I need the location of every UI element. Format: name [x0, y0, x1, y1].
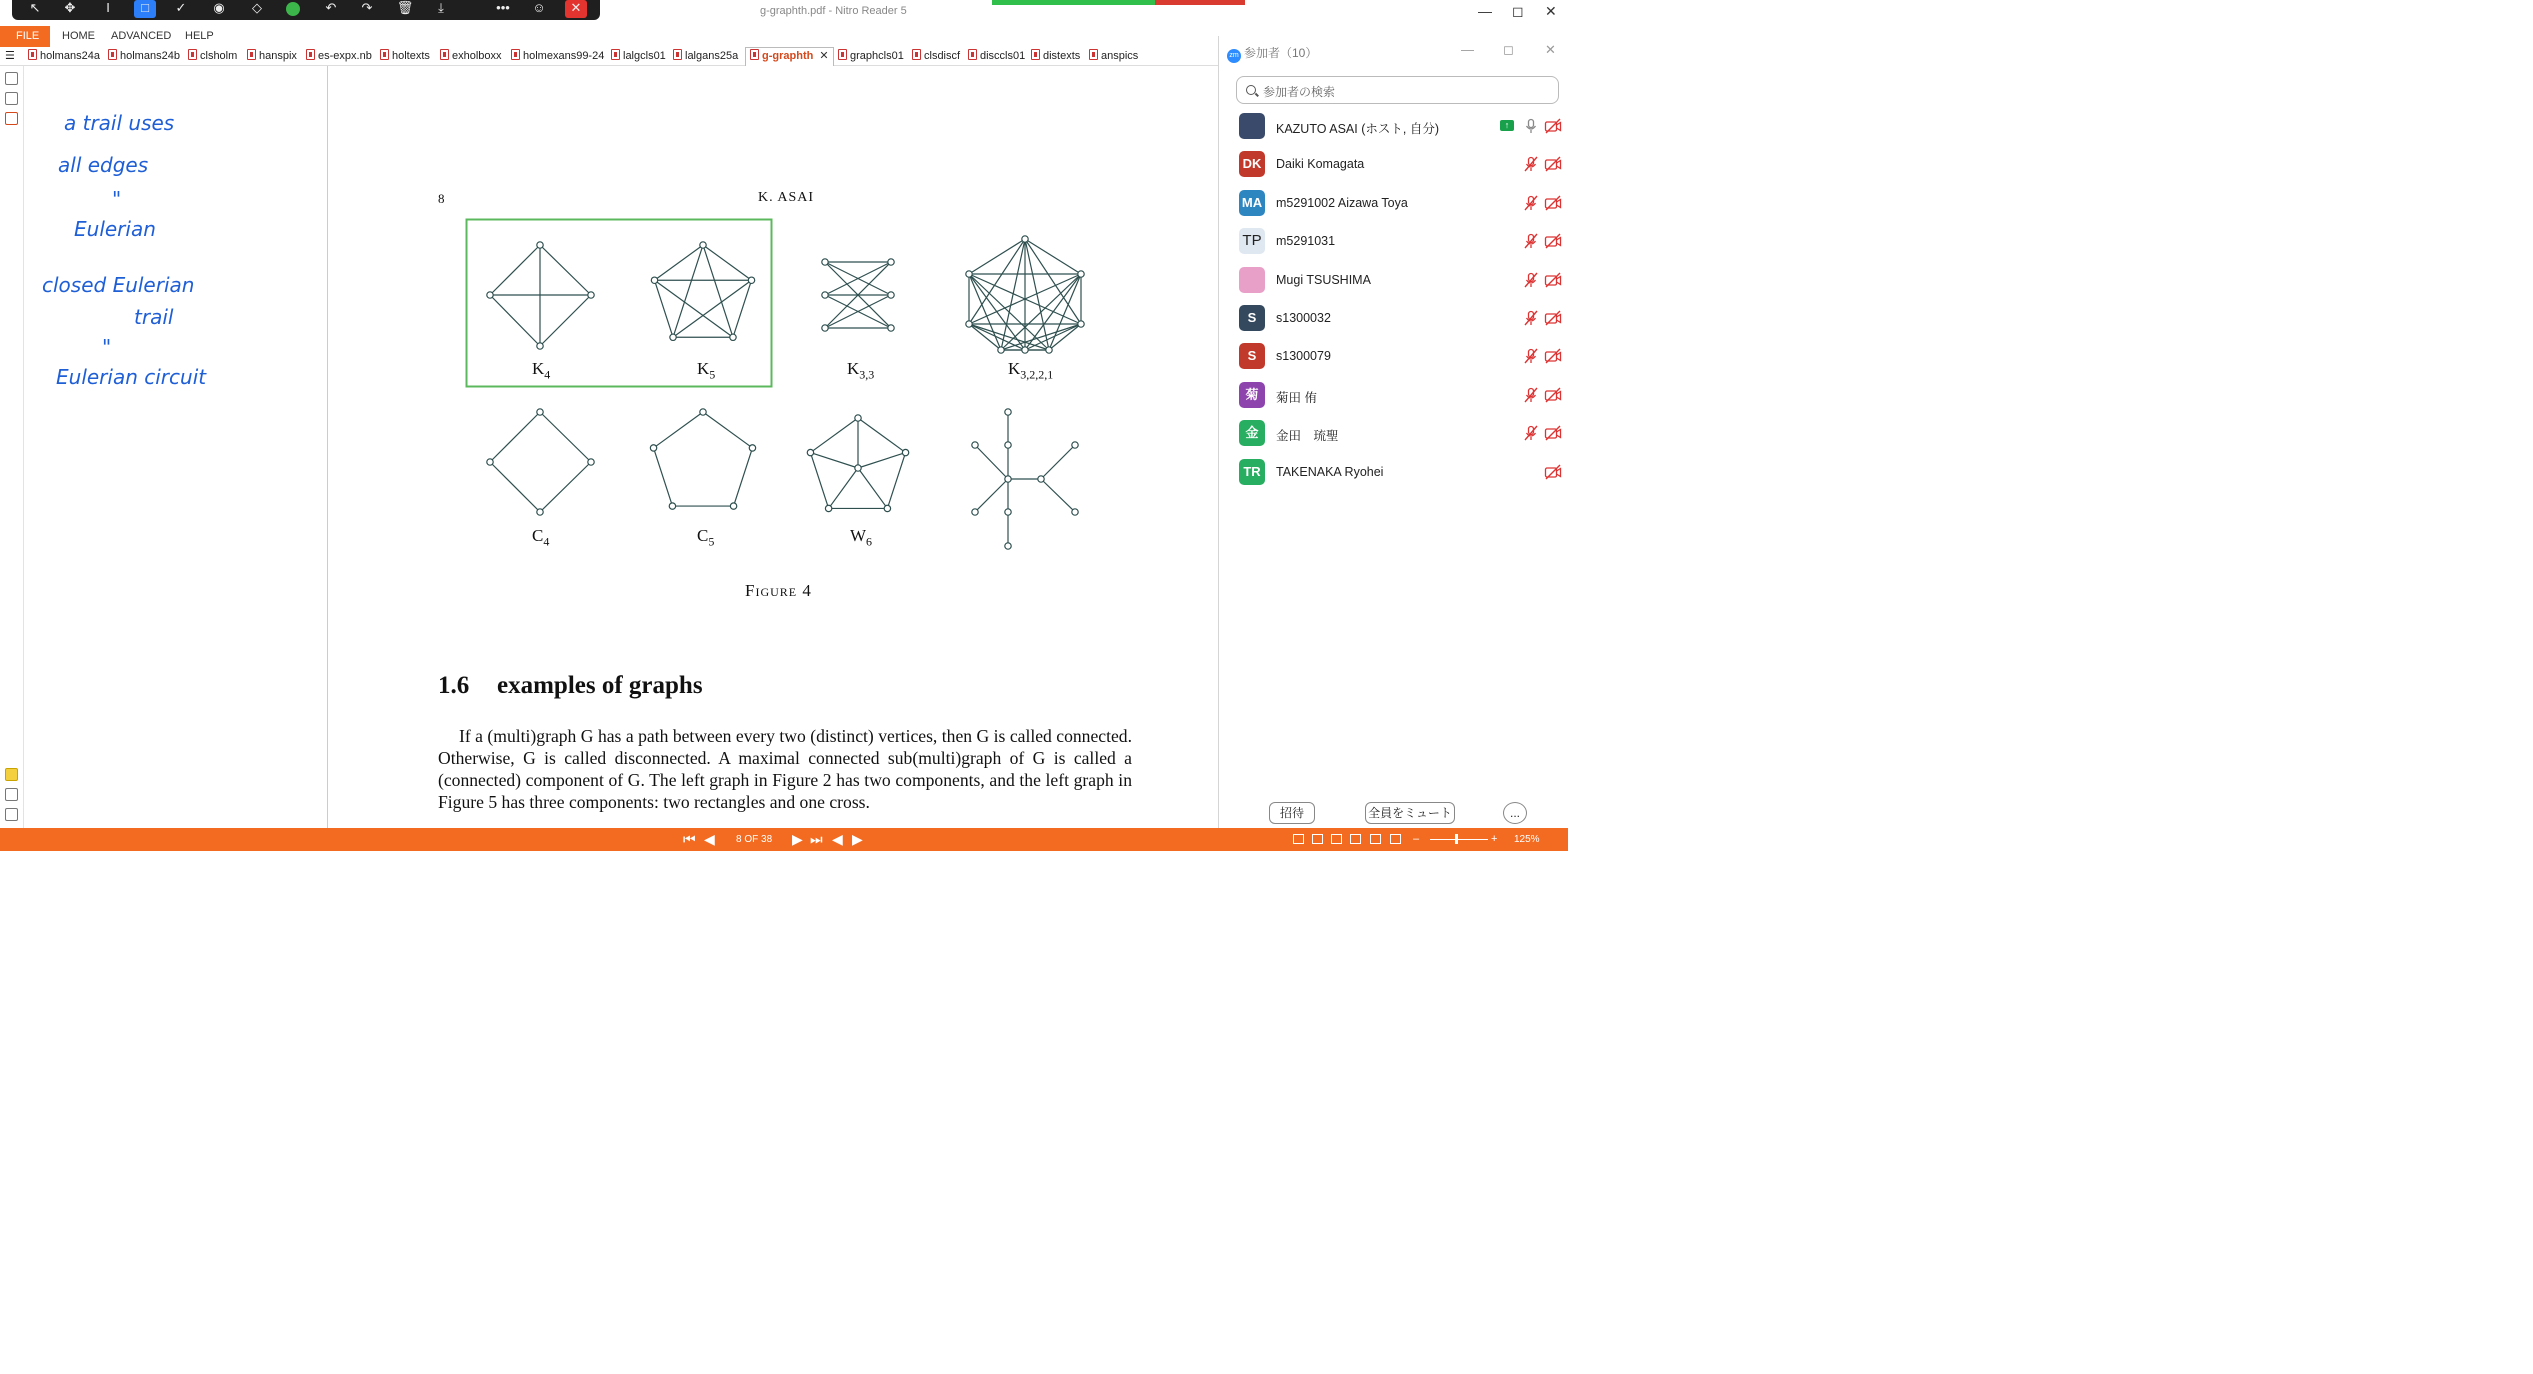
ribbon — [0, 26, 1218, 47]
graph-vertex — [855, 465, 861, 471]
participant-name: KAZUTO ASAI (ホスト, 自分) — [1276, 122, 1439, 136]
graph-vertex — [537, 409, 543, 415]
graph-edge — [810, 418, 858, 453]
pdf-file-icon — [108, 49, 117, 60]
document-viewport[interactable] — [329, 66, 1218, 828]
first-page-icon[interactable]: ⏮ — [683, 831, 696, 847]
graph-edge — [654, 280, 673, 337]
graph-vertex — [855, 415, 861, 421]
document-tab-strip — [0, 47, 1218, 66]
page-indicator[interactable]: 8 OF 38 — [736, 834, 773, 845]
graph-vertex — [537, 509, 543, 515]
pdf-file-icon — [1089, 49, 1098, 60]
zoom-out-icon[interactable]: – — [1413, 833, 1420, 845]
graph-edge — [1041, 479, 1075, 512]
graph-vertex — [650, 445, 656, 451]
graph-vertex — [822, 259, 828, 265]
avatar: MA — [1239, 190, 1265, 216]
graph-vertex — [588, 459, 594, 465]
graph-edge — [1041, 445, 1075, 479]
participant-row[interactable] — [1219, 300, 1568, 338]
paragraph-text: If a (multi)graph G has a path between every two (distinct) vertices, then G is called connected. Otherwise, G is called disconnected. A maximal connected sub(multi)graph of G is called a (connected) component of G. The left graph in Figure 2 has two components, and the left graph in Figure 5 has three components: two rectangles and one cross. — [438, 726, 1132, 812]
search-icon — [1246, 85, 1256, 95]
graph-vertex — [748, 277, 754, 283]
graph-vertex — [588, 292, 594, 298]
close-icon[interactable]: ✕ — [565, 0, 587, 18]
document-tab-label: hanspix — [259, 50, 297, 62]
graph-edge — [1025, 239, 1081, 274]
graph-edge — [969, 239, 1025, 274]
graph-vertex — [669, 503, 675, 509]
eraser-icon[interactable]: ◇ — [252, 0, 262, 15]
last-page-icon[interactable]: ⏭ — [810, 831, 823, 847]
close-window-icon[interactable]: ✕ — [1545, 3, 1557, 19]
video-off-icon[interactable] — [1544, 425, 1562, 441]
avatar: S — [1239, 305, 1265, 331]
pdf-file-icon — [750, 49, 759, 60]
participant-row[interactable] — [1219, 415, 1568, 453]
mute-all-button[interactable]: 全員をミュート — [1365, 802, 1455, 824]
window-title: g-graphth.pdf - Nitro Reader 5 — [760, 5, 907, 17]
graph-edge — [887, 453, 905, 509]
document-tab-label: graphcls01 — [850, 50, 904, 62]
microphone-muted-icon[interactable] — [1523, 310, 1539, 326]
more-options-button[interactable]: ... — [1503, 802, 1527, 824]
note-line-8: Eulerian circuit — [56, 365, 207, 389]
figure-caption: Figure 4 — [745, 581, 812, 600]
participants-panel — [1218, 36, 1568, 836]
graph-label-k5: $K_5$ — [697, 359, 716, 382]
forward-view-icon[interactable]: ▶ — [852, 831, 863, 847]
graph-edge — [858, 468, 887, 508]
graph-vertex — [966, 271, 972, 277]
graph-vertex — [966, 321, 972, 327]
graph-edge — [703, 412, 752, 448]
graph-vertex — [1005, 509, 1011, 515]
video-off-icon[interactable] — [1544, 464, 1562, 480]
body-paragraph — [438, 725, 1132, 813]
graph-edge — [858, 453, 906, 468]
graph-edge — [673, 245, 703, 337]
video-off-icon[interactable] — [1544, 272, 1562, 288]
avatar: S — [1239, 343, 1265, 369]
graph-vertex — [651, 277, 657, 283]
document-tab-label: distexts — [1043, 50, 1081, 62]
participant-name: 金田 琉聖 — [1276, 429, 1339, 444]
document-tab[interactable] — [440, 49, 502, 65]
microphone-muted-icon[interactable] — [1523, 195, 1539, 211]
video-off-icon[interactable] — [1544, 118, 1562, 134]
running-head: K. ASAI — [758, 190, 815, 205]
document-tab[interactable] — [380, 49, 430, 65]
participant-name: s1300032 — [1276, 311, 1331, 325]
graph-edge — [540, 245, 591, 295]
graph-label-c5: $C_5$ — [697, 526, 715, 549]
graph-vertex — [807, 449, 813, 455]
participant-row[interactable] — [1219, 454, 1568, 492]
document-tab[interactable] — [912, 49, 960, 65]
document-tab-label: lalgans25a — [685, 50, 739, 62]
document-tab-label: anspics — [1101, 50, 1139, 62]
graph-edge — [703, 245, 752, 280]
microphone-icon[interactable] — [1523, 118, 1539, 134]
document-tab[interactable] — [108, 49, 180, 65]
pdf-file-icon — [188, 49, 197, 60]
graph-vertex — [1072, 442, 1078, 448]
graph-vertex — [822, 325, 828, 331]
graph-edge — [490, 462, 540, 512]
avatar: 金 — [1239, 420, 1265, 446]
graph-vertex — [1022, 347, 1028, 353]
graph-edge — [734, 448, 753, 506]
trash-icon[interactable]: 🗑 — [396, 0, 414, 15]
participant-search-input[interactable] — [1236, 76, 1559, 104]
graph-vertex — [1005, 476, 1011, 482]
section-title: examples of graphs — [497, 672, 703, 699]
graph-vertex — [730, 334, 736, 340]
pdf-file-icon — [380, 49, 389, 60]
document-tab-label: lalgcls01 — [623, 50, 666, 62]
microphone-muted-icon[interactable] — [1523, 156, 1539, 172]
rectangle-select-icon[interactable]: □ — [134, 0, 156, 18]
pdf-file-icon — [912, 49, 921, 60]
pdf-file-icon — [968, 49, 977, 60]
document-tab-label: holmans24a — [40, 50, 100, 62]
document-tab[interactable] — [838, 49, 904, 65]
graph-edge — [490, 245, 540, 295]
graph-edge — [490, 412, 540, 462]
document-tab-label: clsdiscf — [924, 50, 961, 62]
avatar: 菊 — [1239, 382, 1265, 408]
document-tab-label: holmans24b — [120, 50, 180, 62]
screen-share-icon: ↑ — [1500, 120, 1514, 131]
facing-continuous-view-icon[interactable] — [1350, 834, 1361, 844]
pan-icon[interactable]: ✥ — [64, 0, 76, 15]
document-tab[interactable] — [968, 49, 1025, 65]
pdf-file-icon — [247, 49, 256, 60]
ink-text — [42, 111, 207, 389]
search-placeholder: 参加者の検索 — [1263, 85, 1336, 99]
graph-edge — [810, 453, 828, 509]
participant-name: s1300079 — [1276, 349, 1331, 364]
note-line-6: trail — [134, 305, 174, 329]
avatar: TP — [1239, 228, 1265, 254]
video-off-icon[interactable] — [1544, 387, 1562, 403]
graph-edge — [810, 453, 858, 468]
figure-4-graphs — [329, 66, 1218, 566]
pdf-file-icon — [511, 49, 520, 60]
close-tab-icon[interactable]: ✕ — [819, 50, 829, 62]
graph-vertex — [700, 242, 706, 248]
graph-edge — [969, 274, 1049, 350]
comments-panel-icon[interactable] — [5, 768, 18, 781]
panel-minimize-icon[interactable]: — — [1461, 42, 1474, 57]
pdf-file-icon — [440, 49, 449, 60]
document-tab[interactable] — [188, 49, 237, 65]
video-off-icon[interactable] — [1544, 348, 1562, 364]
zoom-in-icon[interactable]: + — [1491, 833, 1498, 845]
attachments-panel-icon[interactable] — [5, 112, 18, 125]
avatar: TR — [1239, 459, 1265, 485]
participant-name: 菊田 侑 — [1276, 390, 1317, 405]
share-status-bar-green — [992, 0, 1155, 5]
document-tab[interactable] — [247, 49, 297, 65]
participant-name: Daiki Komagata — [1276, 157, 1365, 172]
stamp-icon[interactable]: ◉ — [213, 0, 225, 15]
people-icon[interactable]: ☺ — [532, 0, 546, 15]
continuous-view-icon[interactable] — [1312, 834, 1323, 844]
invite-button[interactable]: 招待 — [1269, 802, 1315, 824]
pdf-file-icon — [28, 49, 37, 60]
graph-label-c4: $C_4$ — [532, 526, 550, 549]
pages-panel-icon[interactable] — [5, 72, 18, 85]
graph-vertex — [749, 445, 755, 451]
document-tab[interactable] — [306, 49, 372, 65]
section-number: 1.6 — [438, 672, 470, 699]
pointer-icon[interactable]: ↖ — [29, 0, 41, 15]
next-page-icon[interactable]: ▶ — [792, 831, 803, 847]
pdf-page — [329, 66, 1218, 828]
note-line-5: closed Eulerian — [42, 273, 195, 297]
minimize-icon[interactable]: — — [1478, 3, 1492, 19]
pdf-file-icon — [306, 49, 315, 60]
zoom-logo-icon: zm — [1227, 49, 1241, 63]
tab-help[interactable]: HELP — [185, 30, 214, 42]
tab-advanced[interactable]: ADVANCED — [111, 30, 172, 42]
document-tab-label: holmexans99-24 — [523, 50, 605, 62]
screen — [0, 0, 1568, 851]
participant-row[interactable] — [1219, 377, 1568, 415]
graph-vertex — [537, 242, 543, 248]
share-status-bar-red — [1155, 0, 1245, 5]
participant-row[interactable] — [1219, 338, 1568, 376]
document-tab[interactable] — [611, 49, 666, 65]
graph-vertex — [1005, 543, 1011, 549]
avatar — [1239, 113, 1265, 139]
participant-row[interactable] — [1219, 108, 1568, 146]
microphone-muted-icon[interactable] — [1523, 233, 1539, 249]
back-view-icon[interactable]: ◀ — [832, 831, 843, 847]
participant-row[interactable] — [1219, 185, 1568, 223]
maximize-icon[interactable]: ◻ — [1512, 3, 1524, 19]
fit-width-icon[interactable] — [1370, 834, 1381, 844]
undo-icon[interactable]: ↶ — [325, 0, 337, 15]
video-off-icon[interactable] — [1544, 195, 1562, 211]
graph-vertex — [1038, 476, 1044, 482]
graph-label-k4: $K_4$ — [532, 359, 551, 382]
microphone-muted-icon[interactable] — [1523, 387, 1539, 403]
layers-panel-icon[interactable] — [5, 808, 18, 821]
download-icon[interactable]: ⤓ — [438, 0, 444, 15]
graph-edge — [858, 418, 906, 453]
note-line-4: Eulerian — [74, 217, 156, 241]
panel-close-icon[interactable]: ✕ — [1545, 42, 1556, 57]
participant-name: Mugi TSUSHIMA — [1276, 272, 1371, 287]
tab-home[interactable]: HOME — [62, 30, 95, 42]
graph-vertex — [487, 292, 493, 298]
note-line-1: a trail uses — [64, 111, 175, 135]
pdf-file-icon — [611, 49, 620, 60]
page-number: 8 — [438, 191, 445, 206]
zoom-slider-knob[interactable] — [1455, 834, 1458, 844]
video-off-icon[interactable] — [1544, 310, 1562, 326]
document-tab-label: g-graphth — [762, 50, 814, 62]
document-tab[interactable] — [511, 49, 604, 65]
graph-vertex — [972, 442, 978, 448]
avatar — [1239, 267, 1265, 293]
status-bar — [0, 828, 1568, 851]
graph-vertex — [1005, 409, 1011, 415]
pdf-file-icon — [838, 49, 847, 60]
microphone-muted-icon[interactable] — [1523, 425, 1539, 441]
participant-row[interactable] — [1219, 146, 1568, 184]
single-page-view-icon[interactable] — [1293, 834, 1304, 844]
participant-name: m5291002 Aizawa Toya — [1276, 195, 1408, 210]
graph-vertex — [1072, 509, 1078, 515]
graph-edge — [490, 295, 540, 346]
signatures-panel-icon[interactable] — [5, 788, 18, 801]
graph-vertex — [888, 325, 894, 331]
avatar: DK — [1239, 151, 1265, 177]
check-icon[interactable]: ✓ — [175, 0, 187, 15]
graph-edge — [829, 468, 858, 508]
annotation-toolbar — [12, 0, 600, 20]
selection-rectangle[interactable] — [467, 220, 772, 387]
graph-edge — [673, 280, 751, 337]
microphone-muted-icon[interactable] — [1523, 348, 1539, 364]
graph-edge — [703, 245, 733, 337]
graph-vertex — [822, 292, 828, 298]
note-line-7: " — [102, 335, 112, 359]
pdf-file-icon — [673, 49, 682, 60]
panel-popout-icon[interactable]: ◻ — [1503, 42, 1514, 57]
video-off-icon[interactable] — [1544, 156, 1562, 172]
graph-vertex — [884, 505, 890, 511]
graph-vertex — [888, 259, 894, 265]
graph-vertex — [670, 334, 676, 340]
participants-title: zm 参加者（10） — [1227, 44, 1317, 63]
document-tab[interactable] — [28, 49, 100, 65]
text-cursor-icon[interactable]: I — [106, 0, 110, 15]
tab-list-icon[interactable]: ☰ — [5, 50, 15, 62]
graph-edge — [975, 479, 1008, 512]
graph-vertex — [1078, 271, 1084, 277]
redo-icon[interactable]: ↷ — [361, 0, 373, 15]
color-dot-icon[interactable] — [282, 0, 304, 18]
fit-page-icon[interactable] — [1390, 834, 1401, 844]
graph-vertex — [487, 459, 493, 465]
notes-panel — [24, 66, 328, 828]
graph-edge — [540, 295, 591, 346]
graph-label-k33: $K_{3,3}$ — [847, 359, 875, 382]
left-toolbar — [0, 66, 24, 828]
graph-vertex — [902, 449, 908, 455]
participant-name: TAKENAKA Ryohei — [1276, 464, 1384, 479]
graph-edge — [540, 462, 591, 512]
video-off-icon[interactable] — [1544, 233, 1562, 249]
zoom-slider[interactable] — [1430, 839, 1488, 840]
file-menu[interactable]: FILE — [0, 26, 50, 47]
graph-vertex — [700, 409, 706, 415]
graph-vertex — [888, 292, 894, 298]
note-line-3: " — [112, 187, 122, 211]
document-tab[interactable] — [1031, 49, 1080, 65]
graph-vertex — [1005, 442, 1011, 448]
prev-page-icon[interactable]: ◀ — [704, 831, 715, 847]
zoom-level[interactable]: 125% — [1514, 834, 1540, 845]
participant-row[interactable] — [1219, 223, 1568, 261]
graph-edge — [654, 412, 703, 448]
participant-row[interactable] — [1219, 262, 1568, 300]
graph-label-w6: $W_6$ — [850, 526, 873, 549]
graph-edge — [654, 448, 673, 506]
graph-label-k3221: $K_{3,2,2,1}$ — [1008, 359, 1054, 382]
microphone-muted-icon[interactable] — [1523, 272, 1539, 288]
graph-vertex — [537, 343, 543, 349]
graph-edge — [733, 280, 752, 337]
graph-edge — [540, 412, 591, 462]
participant-name: m5291031 — [1276, 234, 1336, 249]
document-tab-label: holtexts — [392, 50, 430, 62]
graph-vertex — [1078, 321, 1084, 327]
more-icon[interactable]: ••• — [496, 0, 510, 15]
document-tab[interactable] — [673, 49, 738, 65]
document-tab-label: disccls01 — [980, 50, 1026, 62]
graph-edge — [654, 280, 732, 337]
document-tab-label: es-expx.nb — [318, 50, 372, 62]
document-tab[interactable] — [1089, 49, 1138, 65]
document-tab-label: clsholm — [200, 50, 238, 62]
graph-edge — [975, 445, 1008, 479]
pdf-file-icon — [1031, 49, 1040, 60]
bookmarks-panel-icon[interactable] — [5, 92, 18, 105]
document-tab[interactable] — [745, 47, 834, 66]
graph-vertex — [998, 347, 1004, 353]
graph-vertex — [972, 509, 978, 515]
graph-vertex — [1022, 236, 1028, 242]
graph-edge — [654, 245, 703, 280]
facing-view-icon[interactable] — [1331, 834, 1342, 844]
graph-vertex — [730, 503, 736, 509]
handwritten-notes — [24, 66, 328, 828]
document-tab-label: exholboxx — [452, 50, 502, 62]
note-line-2: all edges — [58, 153, 149, 177]
graph-vertex — [1046, 347, 1052, 353]
graph-vertex — [825, 505, 831, 511]
